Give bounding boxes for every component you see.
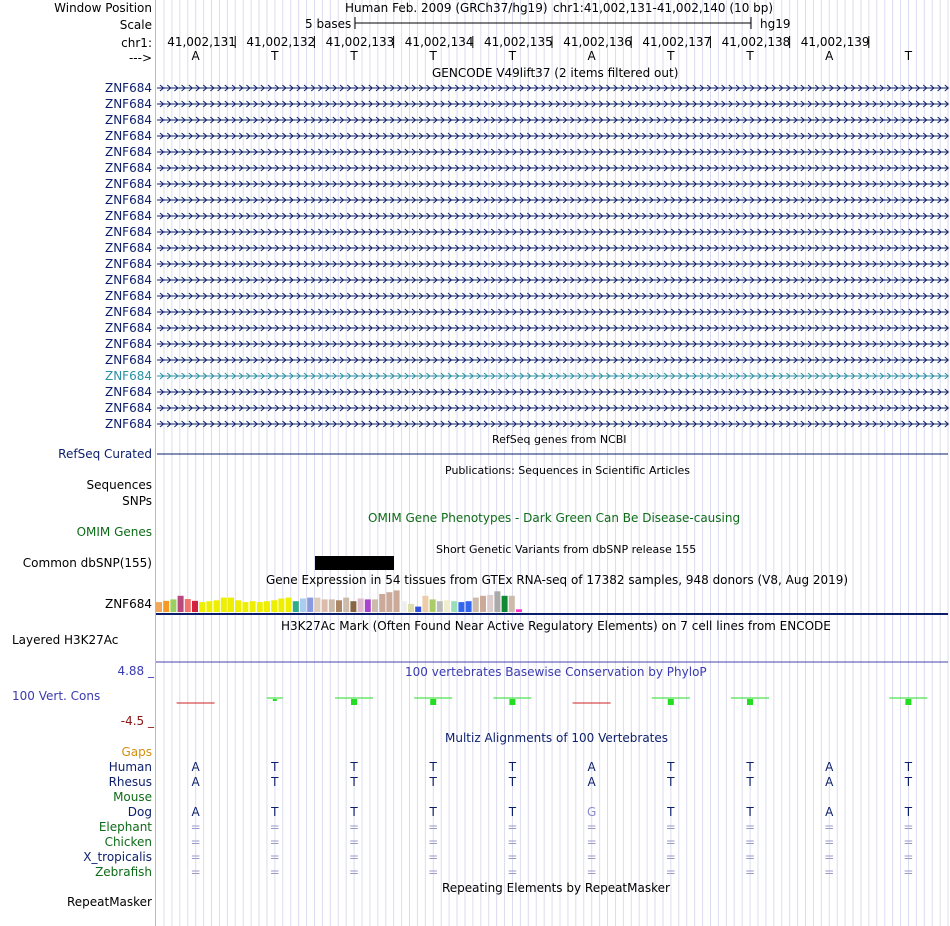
species-base: T — [350, 775, 358, 789]
phylop-max-label: 4.88 _ — [117, 664, 154, 678]
species-base: T — [667, 760, 675, 774]
gencode-gene-label[interactable]: ZNF684 — [104, 97, 152, 111]
species-base: A — [825, 760, 834, 774]
gtex-bar — [250, 601, 256, 612]
species-base: = — [824, 865, 835, 879]
gtex-bar — [336, 600, 342, 612]
gtex-bar — [221, 598, 227, 612]
multiz-track-title[interactable]: Multiz Alignments of 100 Vertebrates — [445, 731, 669, 745]
gtex-bar — [329, 599, 335, 612]
gtex-bar — [300, 599, 306, 613]
gtex-bar — [365, 599, 371, 612]
species-base: = — [586, 820, 597, 834]
species-base: = — [507, 835, 518, 849]
species-base: = — [903, 835, 914, 849]
gtex-bar — [444, 600, 450, 612]
ruler-coordinate[interactable]: 41,002,134 — [404, 35, 474, 49]
h3k27ac-track-title[interactable]: H3K27Ac Mark (Often Found Near Active Regulatory Elements) on 7 cell lines from ENCODE — [281, 619, 831, 633]
gtex-bar — [293, 601, 299, 612]
vert-cons-label[interactable]: 100 Vert. Cons — [12, 689, 101, 703]
species-label[interactable]: X_tropicalis — [83, 850, 152, 864]
species-base: T — [350, 805, 358, 819]
ruler-base: T — [429, 49, 437, 63]
species-base: T — [667, 805, 675, 819]
ruler-base: T — [904, 49, 913, 63]
gtex-bar — [199, 602, 205, 612]
phylop-bar — [668, 699, 674, 705]
species-base: = — [744, 835, 756, 849]
db-name: hg19 — [760, 17, 791, 31]
species-base: T — [746, 805, 754, 819]
species-base: = — [269, 835, 280, 849]
gtex-bar — [480, 596, 486, 612]
refseq-curated-label[interactable]: RefSeq Curated — [58, 447, 152, 461]
gtex-bar — [466, 601, 472, 612]
snps-label[interactable]: SNPs — [122, 494, 152, 508]
species-base: = — [348, 850, 360, 864]
phylop-min-label: -4.5 _ — [120, 714, 154, 728]
species-base: A — [825, 775, 834, 789]
ruler-coordinate[interactable]: 41,002,133 — [325, 35, 395, 49]
gencode-gene-label[interactable]: ZNF684 — [104, 209, 152, 223]
gtex-bar — [271, 600, 277, 612]
ruler-coordinate[interactable]: 41,002,137 — [642, 35, 712, 49]
species-base: = — [348, 835, 360, 849]
phylop-bar — [509, 699, 515, 705]
species-base: = — [665, 835, 676, 849]
species-base: = — [665, 820, 676, 834]
gtex-bar — [437, 601, 443, 612]
common-dbsnp-label[interactable]: Common dbSNP(155) — [22, 556, 152, 570]
gencode-gene-label[interactable]: ZNF684 — [104, 353, 152, 367]
species-base: = — [348, 865, 360, 879]
scale-text: 5 bases — [305, 17, 352, 31]
species-base: T — [350, 760, 358, 774]
gtex-bar — [307, 598, 313, 612]
species-base: = — [190, 865, 201, 879]
gtex-bar — [206, 601, 212, 612]
phylop-bar — [905, 699, 911, 705]
species-base: A — [587, 775, 596, 789]
gtex-bar — [322, 599, 328, 612]
species-base: T — [271, 760, 279, 774]
species-base: T — [508, 805, 517, 819]
species-base: A — [191, 775, 200, 789]
ruler-base: T — [508, 49, 517, 63]
gencode-gene-label[interactable]: ZNF684 — [104, 81, 152, 95]
strand-arrow-label: ---> — [128, 51, 152, 65]
gencode-gene-label[interactable]: ZNF684 — [104, 129, 152, 143]
ruler-coordinate[interactable]: 41,002,135 — [484, 35, 553, 49]
species-base: T — [508, 775, 517, 789]
species-base: T — [746, 760, 754, 774]
gtex-bar — [451, 601, 457, 612]
gencode-gene-label[interactable]: ZNF684 — [104, 177, 152, 191]
species-base: T — [271, 775, 279, 789]
species-base: = — [190, 835, 201, 849]
species-base: = — [586, 835, 597, 849]
species-base: = — [190, 820, 201, 834]
species-base: = — [744, 820, 756, 834]
gencode-gene-label[interactable]: ZNF684 — [104, 225, 152, 239]
repeatmasker-label[interactable]: RepeatMasker — [66, 895, 152, 909]
species-base: = — [744, 850, 756, 864]
gencode-gene-label[interactable]: ZNF684 — [104, 241, 152, 255]
species-label[interactable]: Rhesus — [108, 775, 152, 789]
gencode-gene-label[interactable]: ZNF684 — [104, 113, 152, 127]
species-base: T — [746, 775, 754, 789]
gencode-gene-label[interactable]: ZNF684 — [104, 305, 152, 319]
gtex-bar — [170, 599, 176, 612]
gtex-bar — [502, 596, 508, 612]
species-base: = — [269, 820, 280, 834]
refseq-track-title[interactable]: RefSeq genes from NCBI — [492, 433, 627, 446]
gtex-bar — [343, 598, 349, 612]
species-base: = — [665, 865, 676, 879]
species-base: = — [269, 850, 280, 864]
gencode-gene-label[interactable]: ZNF684 — [104, 273, 152, 287]
gtex-bar — [458, 602, 464, 612]
species-base: T — [667, 775, 675, 789]
gencode-gene-label[interactable]: ZNF684 — [104, 337, 152, 351]
ruler-base: A — [587, 49, 596, 63]
sequences-label[interactable]: Sequences — [86, 478, 152, 492]
species-base: = — [824, 850, 835, 864]
gtex-bar — [350, 601, 356, 612]
species-base: A — [825, 805, 834, 819]
species-base: = — [190, 850, 201, 864]
gencode-gene-label[interactable]: ZNF684 — [104, 193, 152, 207]
species-base: A — [191, 760, 200, 774]
ruler-coordinate[interactable]: 41,002,139 — [800, 35, 870, 49]
species-base: = — [428, 865, 439, 879]
gtex-bar — [257, 602, 263, 612]
gaps-label[interactable]: Gaps — [121, 745, 152, 759]
scale-label: Scale — [119, 18, 152, 32]
assembly-title[interactable]: Human Feb. 2009 (GRCh37/hg19) — [345, 1, 548, 15]
gencode-gene-label[interactable]: ZNF684 — [104, 161, 152, 175]
gtex-bar — [278, 599, 284, 613]
species-base: = — [824, 820, 835, 834]
species-label[interactable]: Dog — [127, 805, 152, 819]
species-base: = — [507, 850, 518, 864]
ruler-base: A — [825, 49, 834, 63]
species-base: = — [586, 850, 597, 864]
species-base: = — [269, 865, 280, 879]
species-base: = — [507, 865, 518, 879]
gencode-gene-label[interactable]: ZNF684 — [104, 417, 152, 431]
species-label[interactable]: Chicken — [104, 835, 152, 849]
phylop-bar — [747, 699, 753, 705]
gencode-gene-label[interactable]: ZNF684 — [104, 385, 152, 399]
dbsnp-variant — [315, 556, 394, 570]
gencode-gene-label[interactable]: ZNF684 — [104, 401, 152, 415]
species-base: = — [824, 835, 835, 849]
gtex-bar — [286, 598, 292, 612]
species-base: T — [904, 805, 913, 819]
gtex-bar — [494, 591, 500, 612]
phylop-bar — [430, 699, 436, 705]
gtex-bar — [372, 599, 378, 612]
species-base: = — [428, 835, 439, 849]
gtex-bar — [192, 601, 198, 612]
species-base: = — [428, 820, 439, 834]
species-base: G — [586, 805, 597, 819]
chr-label: chr1: — [121, 36, 152, 50]
gencode-track-title[interactable]: GENCODE V49lift37 (2 items filtered out) — [432, 66, 679, 80]
species-base: A — [191, 805, 200, 819]
gtex-bar — [386, 592, 392, 612]
gtex-bar — [314, 598, 320, 612]
ruler-base: T — [350, 49, 358, 63]
species-base: T — [429, 805, 437, 819]
species-base: = — [903, 865, 914, 879]
gtex-bar — [235, 600, 241, 612]
gtex-bar — [408, 604, 414, 612]
species-base: A — [587, 760, 596, 774]
position-text[interactable]: chr1:41,002,131-41,002,140 (10 bp) — [553, 1, 774, 15]
gencode-gene-label[interactable]: ZNF684 — [104, 289, 152, 303]
gtex-bar — [185, 599, 191, 612]
phylop-bar — [351, 699, 357, 705]
ruler-base: T — [667, 49, 675, 63]
species-label[interactable]: Elephant — [98, 820, 152, 834]
species-base: = — [744, 865, 756, 879]
gtex-bar — [487, 595, 493, 612]
species-base: T — [271, 805, 279, 819]
gencode-gene-label[interactable]: ZNF684 — [104, 369, 152, 383]
species-base: = — [507, 820, 518, 834]
gtex-bar — [242, 602, 248, 612]
species-base: = — [903, 850, 914, 864]
gtex-bar — [516, 609, 522, 612]
ruler-base: A — [191, 49, 200, 63]
window-position-label: Window Position — [54, 1, 152, 15]
publications-track-title[interactable]: Publications: Sequences in Scientific Articles — [445, 464, 690, 477]
gtex-bar — [394, 590, 400, 612]
gtex-bar — [401, 601, 407, 612]
ruler-coordinate[interactable]: 41,002,131 — [167, 35, 236, 49]
species-label[interactable]: Human — [108, 760, 152, 774]
ruler-coordinate[interactable]: 41,002,138 — [721, 35, 791, 49]
gtex-bar — [473, 598, 479, 612]
species-base: = — [586, 865, 597, 879]
gtex-bar — [415, 607, 421, 612]
species-base: T — [904, 775, 913, 789]
ruler-base: T — [746, 49, 754, 63]
gencode-gene-label[interactable]: ZNF684 — [104, 257, 152, 271]
species-base: T — [508, 760, 517, 774]
gtex-bar — [214, 600, 220, 612]
gtex-bar — [264, 601, 270, 612]
gencode-gene-label[interactable]: ZNF684 — [104, 321, 152, 335]
species-label[interactable]: Mouse — [113, 790, 152, 804]
gtex-bar — [228, 598, 234, 612]
species-base: = — [428, 850, 439, 864]
gtex-bar — [358, 599, 364, 613]
gtex-bar — [178, 596, 184, 612]
species-base: = — [903, 820, 914, 834]
gtex-gene-label[interactable]: ZNF684 — [104, 597, 152, 611]
ruler-coordinate[interactable]: 41,002,132 — [246, 35, 316, 49]
dbsnp-track-title[interactable]: Short Genetic Variants from dbSNP release 155 — [436, 543, 697, 556]
gencode-gene-label[interactable]: ZNF684 — [104, 145, 152, 159]
phylop-track-title[interactable]: 100 vertebrates Basewise Conservation by PhyloP — [405, 665, 707, 679]
gtex-bar — [156, 602, 162, 612]
gtex-track-title[interactable]: Gene Expression in 54 tissues from GTEx RNA-seq of 17382 samples, 948 donors (V8, Aug 2019) — [266, 573, 849, 587]
species-label[interactable]: Zebrafish — [95, 865, 152, 879]
gtex-bar — [430, 599, 436, 612]
omim-track-title[interactable]: OMIM Gene Phenotypes - Dark Green Can Be Disease-causing — [368, 511, 741, 525]
ruler-coordinate[interactable]: 41,002,136 — [563, 35, 632, 49]
ruler-base: T — [271, 49, 279, 63]
species-base: T — [429, 775, 437, 789]
phylop-bar — [273, 699, 277, 701]
species-base: T — [429, 760, 437, 774]
gtex-bar — [422, 596, 428, 612]
repeatmasker-track-title[interactable]: Repeating Elements by RepeatMasker — [442, 881, 670, 895]
species-base: = — [348, 820, 360, 834]
species-base: T — [904, 760, 913, 774]
gtex-bar — [163, 601, 169, 612]
gtex-bar — [509, 596, 515, 612]
omim-genes-label[interactable]: OMIM Genes — [76, 525, 152, 539]
gtex-bar — [379, 594, 385, 612]
layered-h3k27ac-label[interactable]: Layered H3K27Ac — [12, 633, 119, 647]
species-base: = — [665, 850, 676, 864]
